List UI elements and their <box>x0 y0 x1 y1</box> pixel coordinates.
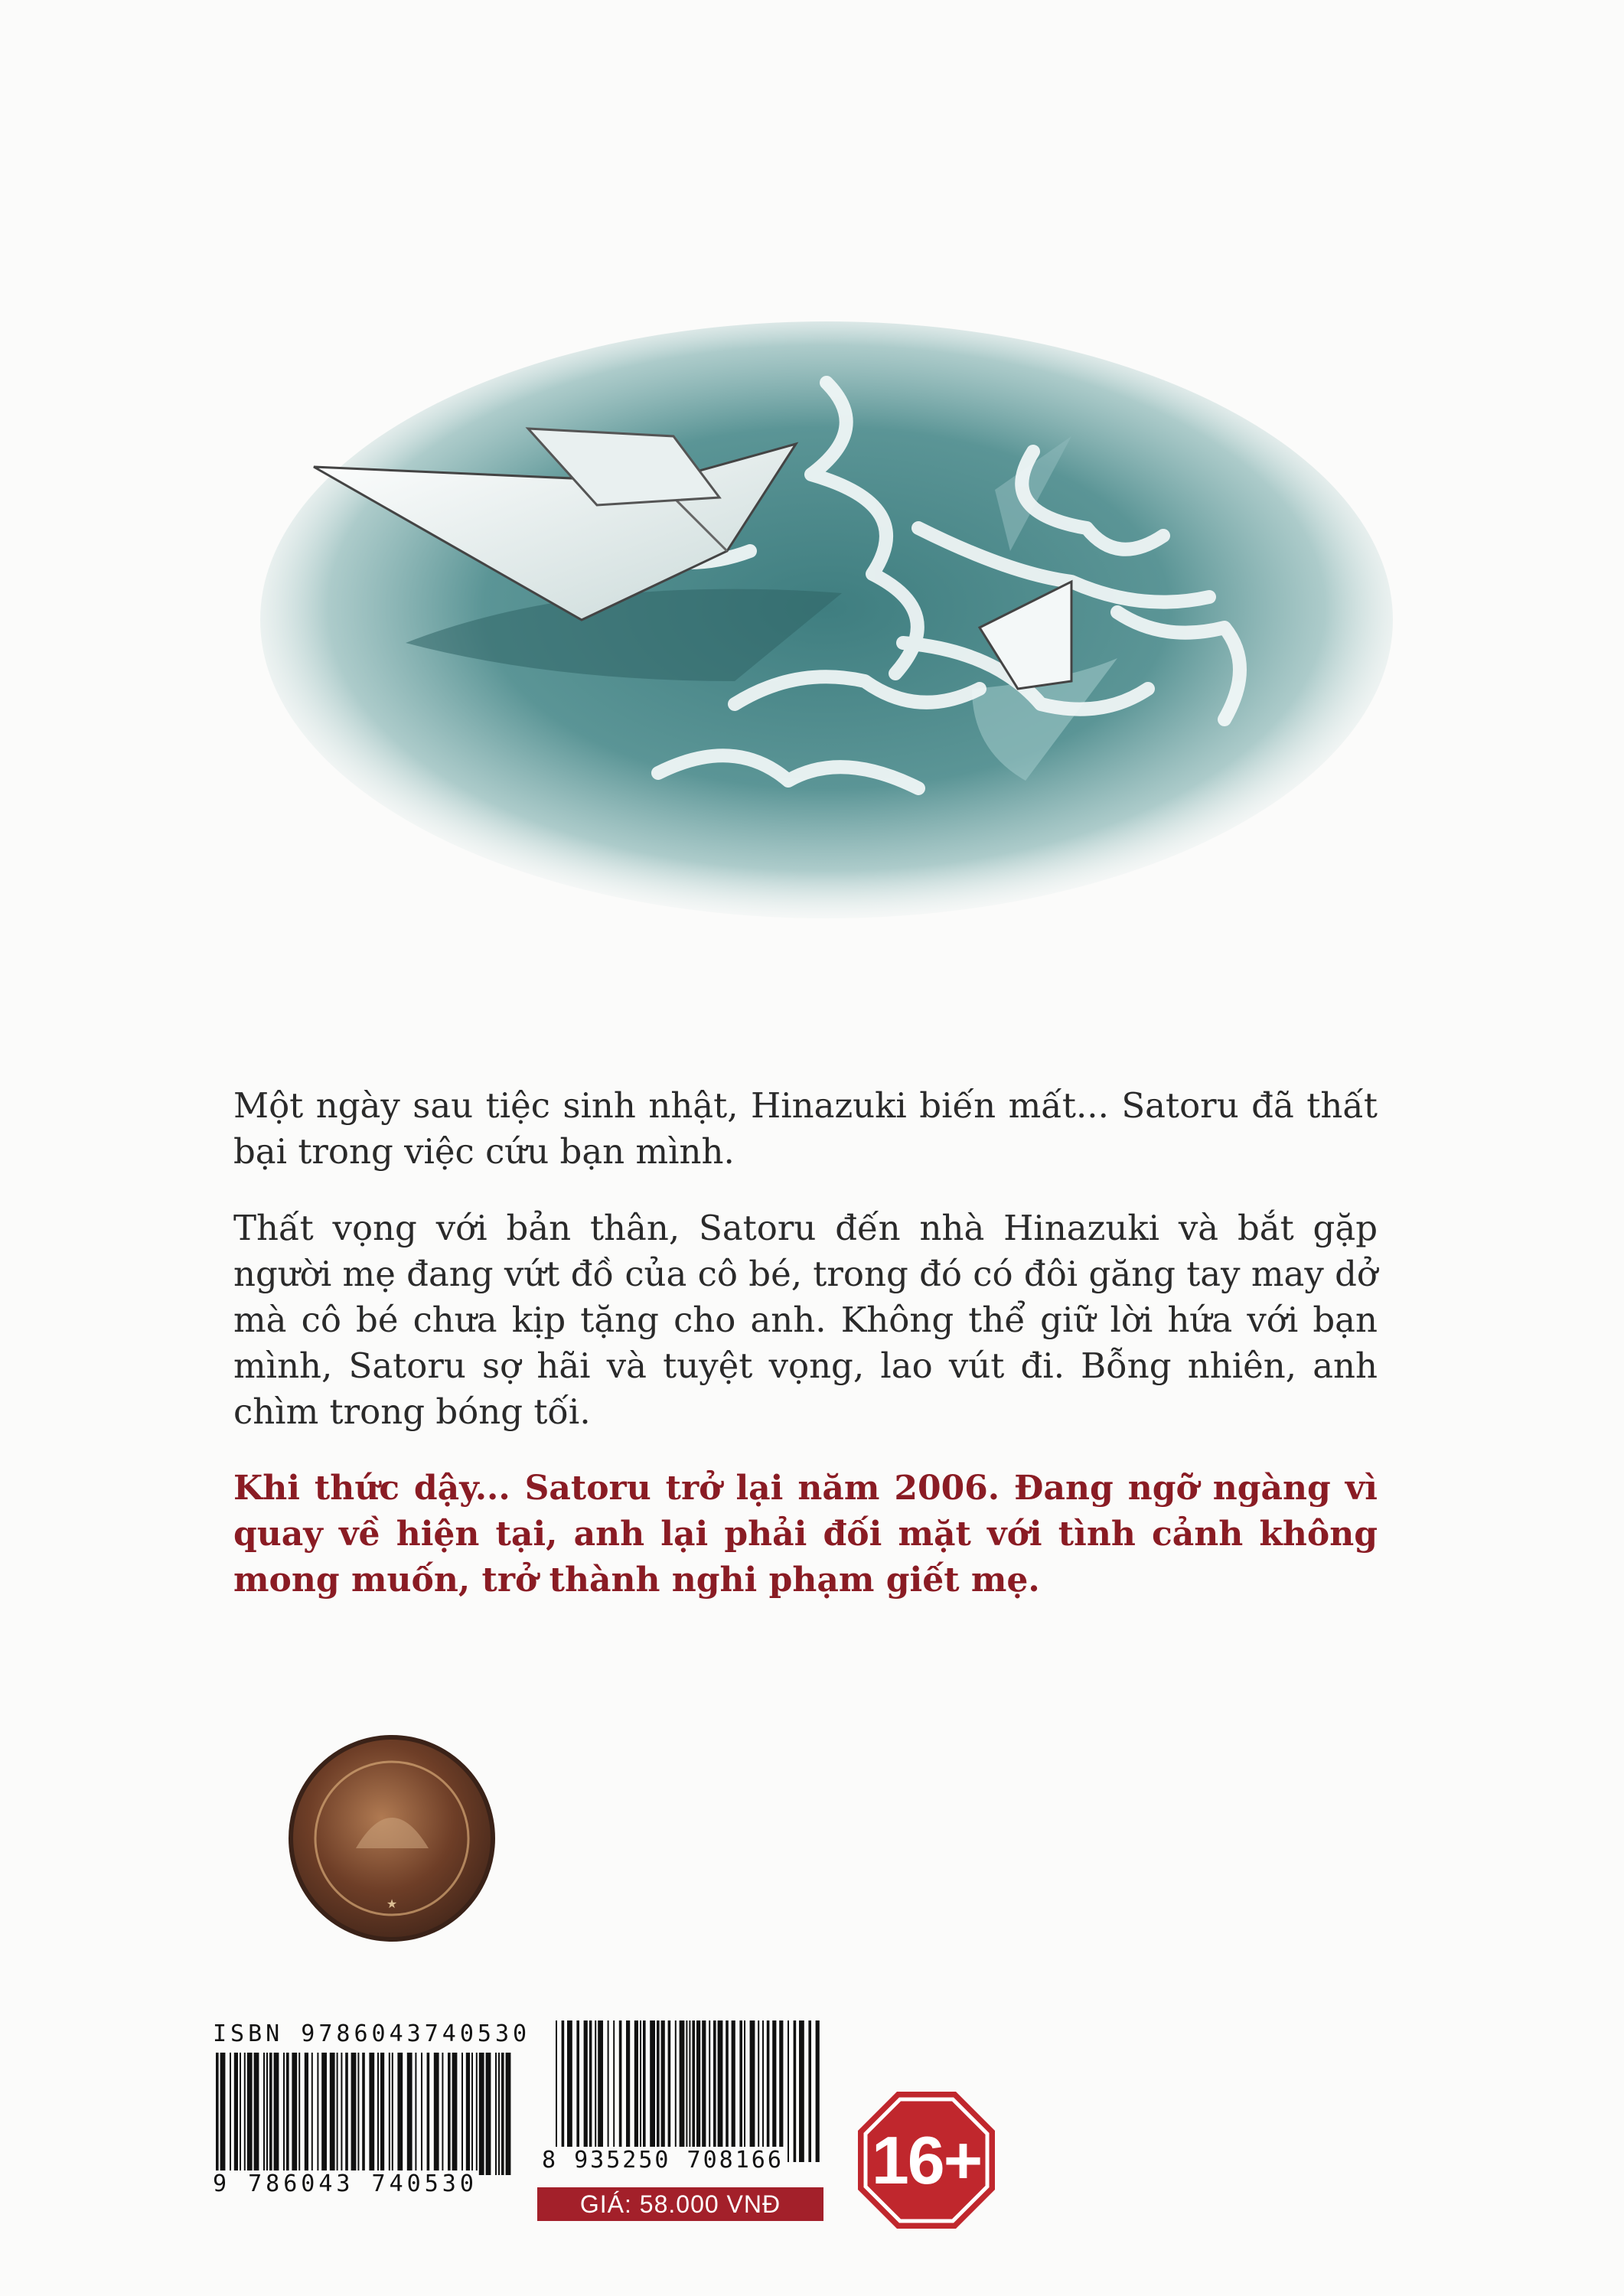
barcode-bar <box>269 2053 272 2175</box>
barcode-bar <box>556 2020 557 2162</box>
barcode-bar <box>595 2020 596 2162</box>
barcode-bar <box>799 2020 804 2162</box>
barcode-bar <box>718 2020 723 2162</box>
barcode-bar <box>767 2020 770 2162</box>
barcode-bar <box>608 2020 609 2162</box>
barcode-bar <box>286 2053 289 2175</box>
barcode-bar <box>434 2053 439 2175</box>
isbn-barcode <box>213 2020 531 2197</box>
barcode-bar <box>452 2053 458 2175</box>
barcode-bar <box>643 2020 646 2162</box>
barcode-bar <box>794 2020 797 2162</box>
barcode-bar <box>692 2020 695 2162</box>
barcode-bar <box>274 2053 279 2175</box>
barcode-bar <box>380 2053 384 2175</box>
barcode-bar <box>661 2020 665 2162</box>
barcode-bar <box>292 2053 297 2175</box>
barcode-bar <box>263 2053 265 2175</box>
synopsis-paragraph: Một ngày sau tiệc sinh nhật, Hinazuki biến mất... Satoru đã thất bại trong việc cứu bạn mình. <box>233 1085 1378 1172</box>
barcode-bar <box>345 2053 348 2175</box>
barcode-bar <box>240 2053 241 2175</box>
barcode-bar <box>567 2020 572 2162</box>
age-rating-label: 16+ <box>871 2122 982 2198</box>
barcode-bar <box>657 2020 660 2162</box>
price-barcode-digits: 8 935250 708166 <box>542 2147 787 2174</box>
barcode-bar <box>744 2020 745 2162</box>
barcode-bar <box>266 2053 268 2175</box>
barcode-bar <box>562 2020 565 2162</box>
barcode-bar <box>283 2053 285 2175</box>
barcode-bar <box>788 2020 789 2162</box>
barcode-bar <box>613 2020 615 2162</box>
barcode-bar <box>448 2053 451 2175</box>
copyright-seal-icon <box>287 1733 497 1944</box>
price-barcode <box>537 2020 828 2227</box>
barcode-bar <box>407 2053 413 2175</box>
barcode-bar <box>689 2020 690 2162</box>
barcode-bar <box>758 2020 759 2162</box>
barcode-bar <box>389 2053 390 2175</box>
synopsis-highlight: Khi thức dậy... Satoru trở lại năm 2006. Đang ngỡ ngàng vì quay về hiện tại, anh lại phải đối mặt với tình cảnh không mong muốn, trở thành nghi phạm giết mẹ. <box>233 1469 1378 1600</box>
barcode-bar <box>479 2053 484 2175</box>
barcode-bar <box>650 2020 655 2162</box>
barcode-bar <box>220 2053 226 2175</box>
barcode-bar <box>726 2020 729 2162</box>
barcode-bar <box>254 2053 259 2175</box>
barcode-bar <box>244 2053 246 2175</box>
isbn-digits: 9 786043 740530 <box>213 2170 478 2197</box>
barcode-bar <box>471 2053 473 2175</box>
barcode-bar <box>230 2053 231 2175</box>
barcode-bar <box>216 2053 219 2175</box>
synopsis <box>233 1083 1378 1634</box>
barcode-bar <box>713 2020 716 2162</box>
barcode-bar <box>397 2053 403 2175</box>
barcode-bar <box>506 2053 511 2175</box>
barcode-bar <box>247 2053 253 2175</box>
svg-text:★: ★ <box>386 1896 398 1911</box>
barcode-bar <box>392 2053 393 2175</box>
synopsis-paragraph: Thất vọng với bản thân, Satoru đến nhà Hinazuki và bắt gặp người mẹ đang vứt đồ của cô bé, trong đó có đôi găng tay may dở mà cô bé chưa kịp tặng cho anh. Không thể giữ lời hứa với bạn mình, Satoru sợ hãi và tuyệt vọng, lao vút đi. Bỗng nhiên, anh chìm trong bóng tối. <box>233 1208 1378 1432</box>
barcode-bar <box>421 2053 422 2175</box>
barcode-bar <box>415 2053 416 2175</box>
barcode-bar <box>779 2020 783 2162</box>
barcode-bar <box>762 2020 764 2162</box>
paper-planes-on-water-illustration <box>260 321 1393 918</box>
barcode-bar <box>362 2053 365 2175</box>
barcode-bar <box>772 2020 776 2162</box>
barcode-bar <box>709 2020 710 2162</box>
barcode-bar <box>369 2053 374 2175</box>
barcode-bar <box>495 2053 497 2175</box>
isbn-label: ISBN 9786043740530 <box>213 2020 531 2047</box>
barcode-bar <box>589 2020 592 2162</box>
barcode-bar <box>442 2053 443 2175</box>
barcode-bar <box>634 2020 638 2162</box>
barcode-bar <box>598 2020 603 2162</box>
barcode-bar <box>576 2020 579 2162</box>
barcode-bar <box>357 2053 359 2175</box>
barcode-bar <box>750 2020 755 2162</box>
barcode-bar <box>501 2053 504 2175</box>
barcode-bar <box>808 2020 811 2162</box>
barcode-bar <box>702 2020 706 2162</box>
barcode-bar <box>640 2020 641 2162</box>
barcode-bar <box>584 2020 588 2162</box>
barcode-bar <box>298 2053 300 2175</box>
isbn-barcode-bars <box>213 2053 519 2175</box>
barcode-bar <box>377 2053 379 2175</box>
barcode-bar <box>337 2053 338 2175</box>
barcode-bar <box>317 2053 318 2175</box>
barcode-bar <box>619 2020 622 2162</box>
barcode-bar <box>234 2053 238 2175</box>
price-barcode-bars <box>553 2020 820 2162</box>
barcode-bar <box>675 2020 677 2162</box>
barcode-bar <box>686 2020 687 2162</box>
age-rating-badge <box>856 2089 997 2231</box>
barcode-bar <box>668 2020 671 2162</box>
barcode-bar <box>311 2053 313 2175</box>
barcode-bar <box>466 2053 470 2175</box>
barcode-bar <box>696 2020 700 2162</box>
price-tag: GIÁ: 58.000 VNĐ <box>537 2187 823 2221</box>
barcode-bar <box>486 2053 491 2175</box>
barcode-bar <box>461 2053 463 2175</box>
barcode-bar <box>680 2020 685 2162</box>
barcode-bar <box>330 2053 335 2175</box>
barcode-bar <box>305 2053 308 2175</box>
barcode-bar <box>341 2053 342 2175</box>
barcode-bar <box>498 2053 500 2175</box>
barcode-bar <box>626 2020 630 2162</box>
barcode-bar <box>732 2020 735 2162</box>
barcode-bar <box>739 2020 742 2162</box>
barcode-bar <box>476 2053 478 2175</box>
barcode-bar <box>427 2053 430 2175</box>
barcode-bar <box>816 2020 820 2162</box>
barcode-bar <box>351 2053 357 2175</box>
barcode-bar <box>321 2053 327 2175</box>
